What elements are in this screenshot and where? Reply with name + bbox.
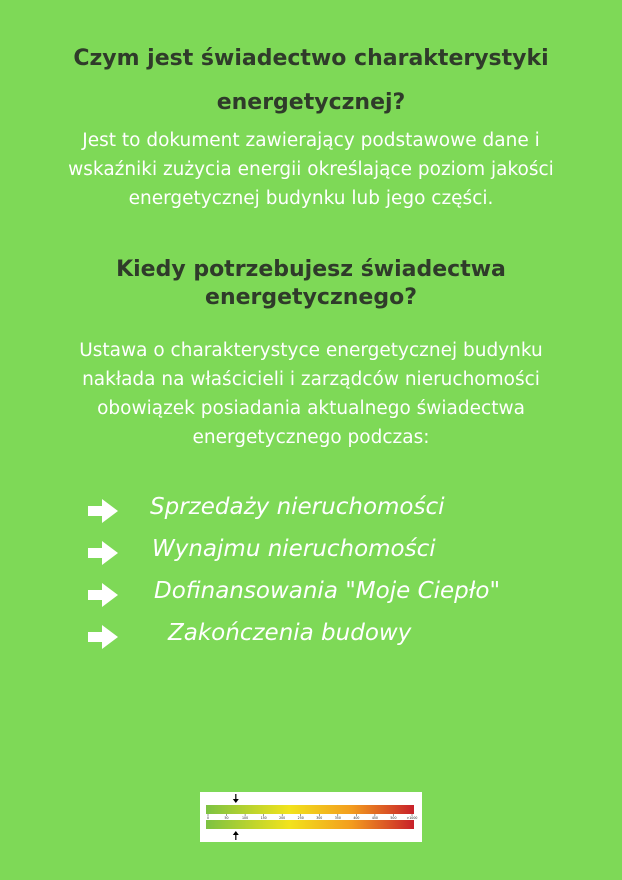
- energy-scale-image: [200, 792, 422, 842]
- scale-bar-bottom: [206, 820, 414, 829]
- list-item: [0, 534, 622, 570]
- list-item: [0, 618, 622, 654]
- section1-title-line1: Czym jest świadectwo charakterystyki: [73, 46, 549, 71]
- scale-tick-label: 350: [334, 815, 341, 820]
- arrow-right-icon: [87, 582, 119, 608]
- list-item: [0, 492, 622, 528]
- section2-title-line1: Kiedy potrzebujesz świadectwa: [116, 257, 506, 282]
- arrow-right-icon: [87, 540, 119, 566]
- scale-tick-label: 500: [390, 815, 397, 820]
- section2-body-line2: nakłada na właścicieli i zarządców nieruchomości: [82, 369, 540, 390]
- scale-tick-label: 0: [206, 815, 210, 820]
- section2-body-line3: obowiązek posiadania aktualnego świadectwa: [97, 398, 525, 419]
- scale-tick-label: 150: [260, 815, 267, 820]
- indicator-bottom-icon: [233, 831, 239, 840]
- list-item-text: Dofinansowania "Moje Ciepło": [154, 578, 501, 604]
- list-item-text: Wynajmu nieruchomości: [152, 536, 436, 562]
- arrow-right-icon: [87, 498, 119, 524]
- list-item-text: Zakończenia budowy: [168, 620, 412, 646]
- scale-tick-label: 50: [224, 815, 229, 820]
- scale-tick-label: 250: [297, 815, 304, 820]
- section1-body-line2: wskaźniki zużycia energii określające poziom jakości: [68, 159, 554, 180]
- section1-body-line1: Jest to dokument zawierający podstawowe dane i: [82, 130, 540, 151]
- section2-body-line4: energetycznego podczas:: [192, 427, 430, 448]
- list-item-text: Sprzedaży nieruchomości: [150, 494, 445, 520]
- indicator-top-icon: [233, 794, 239, 803]
- scale-tick-label: 200: [279, 815, 286, 820]
- arrow-right-icon: [87, 624, 119, 650]
- scale-tick-label: 450: [371, 815, 378, 820]
- scale-tick-label: 100: [242, 815, 249, 820]
- section1-title-line2: energetycznej?: [216, 90, 406, 115]
- section2-body-line1: Ustawa o charakterystyce energetycznej budynku: [79, 340, 543, 361]
- scale-bar-top: [206, 805, 414, 814]
- section1-body-line3: energetycznej budynku lub jego części.: [128, 188, 494, 209]
- list-item: [0, 576, 622, 612]
- scale-tick-label: 300: [316, 815, 323, 820]
- section2-title-line2: energetycznego?: [205, 285, 417, 310]
- energy-scale-graphic: [200, 792, 422, 842]
- scale-tick-label: 400: [353, 815, 360, 820]
- scale-tick-label: >1000: [406, 815, 418, 820]
